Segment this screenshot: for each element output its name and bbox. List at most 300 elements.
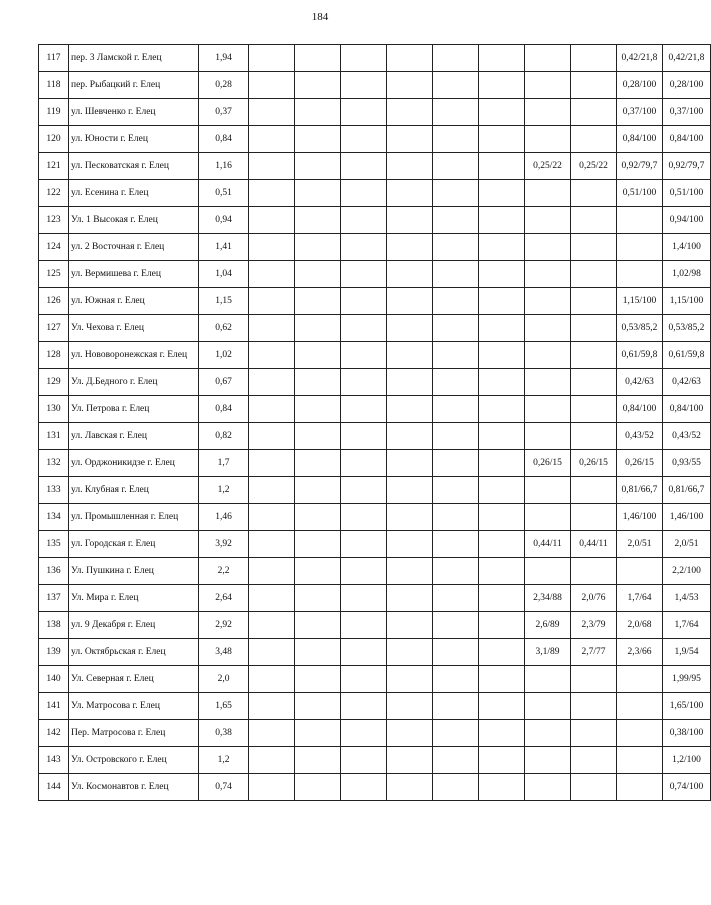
total-cell: 0,94/100 — [663, 207, 711, 234]
street-name: Ул. Пушкина г. Елец — [69, 558, 199, 585]
table-row — [39, 612, 711, 639]
value-cell: 2,3/66 — [617, 639, 663, 666]
street-name: Ул. Петрова г. Елец — [69, 396, 199, 423]
value-cell — [525, 423, 571, 450]
table-row — [39, 396, 711, 423]
value-cell — [387, 558, 433, 585]
value-cell — [433, 423, 479, 450]
road-length: 3,48 — [199, 639, 249, 666]
total-cell: 0,74/100 — [663, 774, 711, 801]
value-cell — [433, 612, 479, 639]
value-cell — [249, 342, 295, 369]
table-row — [39, 639, 711, 666]
total-cell: 2,2/100 — [663, 558, 711, 585]
value-cell — [387, 126, 433, 153]
value-cell — [341, 504, 387, 531]
value-cell — [341, 234, 387, 261]
value-cell — [479, 288, 525, 315]
value-cell: 0,92/79,7 — [617, 153, 663, 180]
value-cell: 0,42/21,8 — [617, 45, 663, 72]
value-cell — [433, 585, 479, 612]
value-cell — [387, 504, 433, 531]
value-cell — [433, 477, 479, 504]
value-cell — [295, 747, 341, 774]
total-cell: 0,53/85,2 — [663, 315, 711, 342]
street-name: Пер. Матросова г. Елец — [69, 720, 199, 747]
value-cell — [295, 288, 341, 315]
value-cell: 0,44/11 — [525, 531, 571, 558]
value-cell — [249, 369, 295, 396]
value-cell — [571, 261, 617, 288]
value-cell — [295, 261, 341, 288]
value-cell — [433, 315, 479, 342]
table-row — [39, 342, 711, 369]
value-cell — [249, 207, 295, 234]
value-cell — [387, 531, 433, 558]
street-name: ул. Промышленная г. Елец — [69, 504, 199, 531]
road-length: 2,92 — [199, 612, 249, 639]
table-row — [39, 288, 711, 315]
value-cell — [479, 612, 525, 639]
row-number: 141 — [39, 693, 69, 720]
value-cell — [617, 666, 663, 693]
value-cell — [387, 369, 433, 396]
value-cell — [479, 450, 525, 477]
street-name: Ул. Д.Бедного г. Елец — [69, 369, 199, 396]
value-cell — [525, 126, 571, 153]
road-length: 0,37 — [199, 99, 249, 126]
value-cell — [341, 477, 387, 504]
street-name: ул. Октябрьская г. Елец — [69, 639, 199, 666]
value-cell — [571, 342, 617, 369]
value-cell — [387, 747, 433, 774]
road-length: 2,64 — [199, 585, 249, 612]
value-cell — [433, 126, 479, 153]
street-name: Ул. Матросова г. Елец — [69, 693, 199, 720]
value-cell — [479, 45, 525, 72]
value-cell — [387, 99, 433, 126]
value-cell — [341, 315, 387, 342]
value-cell — [571, 207, 617, 234]
value-cell: 2,34/88 — [525, 585, 571, 612]
value-cell: 0,43/52 — [617, 423, 663, 450]
value-cell: 0,26/15 — [571, 450, 617, 477]
row-number: 137 — [39, 585, 69, 612]
value-cell — [433, 45, 479, 72]
road-length: 0,74 — [199, 774, 249, 801]
value-cell — [295, 693, 341, 720]
road-length: 1,46 — [199, 504, 249, 531]
value-cell — [617, 747, 663, 774]
street-name: Ул. Мира г. Елец — [69, 585, 199, 612]
table-row — [39, 666, 711, 693]
total-cell: 0,84/100 — [663, 126, 711, 153]
total-cell: 0,93/55 — [663, 450, 711, 477]
street-name: Ул. 1 Высокая г. Елец — [69, 207, 199, 234]
value-cell — [479, 531, 525, 558]
street-name: Ул. Космонавтов г. Елец — [69, 774, 199, 801]
street-name: ул. Клубная г. Елец — [69, 477, 199, 504]
road-length: 1,65 — [199, 693, 249, 720]
value-cell: 0,51/100 — [617, 180, 663, 207]
value-cell — [295, 153, 341, 180]
value-cell — [571, 72, 617, 99]
value-cell — [249, 234, 295, 261]
value-cell — [479, 126, 525, 153]
value-cell — [433, 720, 479, 747]
row-number: 142 — [39, 720, 69, 747]
value-cell — [617, 261, 663, 288]
value-cell: 2,0/68 — [617, 612, 663, 639]
value-cell — [295, 639, 341, 666]
value-cell — [525, 315, 571, 342]
value-cell: 0,61/59,8 — [617, 342, 663, 369]
value-cell — [571, 423, 617, 450]
value-cell — [571, 396, 617, 423]
street-name: Ул. Северная г. Елец — [69, 666, 199, 693]
value-cell — [525, 774, 571, 801]
value-cell — [295, 315, 341, 342]
row-number: 127 — [39, 315, 69, 342]
value-cell: 1,46/100 — [617, 504, 663, 531]
value-cell — [479, 99, 525, 126]
row-number: 138 — [39, 612, 69, 639]
street-name: ул. 2 Восточная г. Елец — [69, 234, 199, 261]
value-cell — [525, 693, 571, 720]
table-row — [39, 720, 711, 747]
table-row — [39, 126, 711, 153]
value-cell — [571, 99, 617, 126]
page-number: 184 — [311, 11, 329, 23]
row-number: 143 — [39, 747, 69, 774]
value-cell — [341, 72, 387, 99]
total-cell: 1,9/54 — [663, 639, 711, 666]
value-cell — [295, 585, 341, 612]
value-cell — [295, 207, 341, 234]
total-cell: 2,0/51 — [663, 531, 711, 558]
value-cell — [525, 558, 571, 585]
value-cell — [295, 720, 341, 747]
total-cell: 0,42/21,8 — [663, 45, 711, 72]
value-cell — [525, 288, 571, 315]
total-cell: 1,02/98 — [663, 261, 711, 288]
value-cell — [433, 153, 479, 180]
row-number: 129 — [39, 369, 69, 396]
value-cell — [249, 720, 295, 747]
value-cell: 0,37/100 — [617, 99, 663, 126]
table-row — [39, 423, 711, 450]
value-cell — [387, 153, 433, 180]
value-cell — [433, 639, 479, 666]
value-cell — [479, 693, 525, 720]
value-cell — [479, 666, 525, 693]
road-length: 1,2 — [199, 747, 249, 774]
value-cell — [479, 477, 525, 504]
value-cell — [341, 531, 387, 558]
value-cell — [525, 180, 571, 207]
value-cell — [249, 585, 295, 612]
row-number: 130 — [39, 396, 69, 423]
table-row — [39, 207, 711, 234]
road-length: 0,84 — [199, 126, 249, 153]
row-number: 117 — [39, 45, 69, 72]
table-row — [39, 558, 711, 585]
value-cell — [341, 396, 387, 423]
value-cell — [479, 342, 525, 369]
value-cell — [433, 234, 479, 261]
road-length: 1,41 — [199, 234, 249, 261]
total-cell: 0,42/63 — [663, 369, 711, 396]
row-number: 119 — [39, 99, 69, 126]
value-cell: 0,25/22 — [571, 153, 617, 180]
value-cell — [387, 720, 433, 747]
road-length: 0,67 — [199, 369, 249, 396]
value-cell: 0,84/100 — [617, 396, 663, 423]
value-cell — [249, 180, 295, 207]
value-cell — [387, 234, 433, 261]
value-cell — [571, 747, 617, 774]
street-name: ул. 9 Декабря г. Елец — [69, 612, 199, 639]
value-cell — [295, 774, 341, 801]
street-name: ул. Нововоронежская г. Елец — [69, 342, 199, 369]
value-cell — [433, 180, 479, 207]
value-cell — [387, 585, 433, 612]
value-cell — [341, 774, 387, 801]
value-cell — [387, 45, 433, 72]
value-cell — [387, 612, 433, 639]
value-cell — [249, 45, 295, 72]
value-cell — [617, 693, 663, 720]
value-cell — [571, 774, 617, 801]
total-cell: 1,46/100 — [663, 504, 711, 531]
value-cell — [249, 558, 295, 585]
value-cell — [479, 234, 525, 261]
table-row — [39, 234, 711, 261]
road-length: 0,62 — [199, 315, 249, 342]
value-cell — [479, 153, 525, 180]
value-cell: 3,1/89 — [525, 639, 571, 666]
value-cell: 2,6/89 — [525, 612, 571, 639]
table-row — [39, 315, 711, 342]
value-cell — [479, 72, 525, 99]
value-cell — [525, 369, 571, 396]
value-cell: 1,15/100 — [617, 288, 663, 315]
road-length: 0,84 — [199, 396, 249, 423]
total-cell: 0,28/100 — [663, 72, 711, 99]
total-cell: 1,65/100 — [663, 693, 711, 720]
value-cell — [479, 369, 525, 396]
value-cell — [295, 450, 341, 477]
table-row — [39, 45, 711, 72]
table-row — [39, 747, 711, 774]
road-length: 2,2 — [199, 558, 249, 585]
value-cell — [387, 180, 433, 207]
value-cell: 2,0/51 — [617, 531, 663, 558]
value-cell — [571, 720, 617, 747]
value-cell — [341, 585, 387, 612]
value-cell — [571, 315, 617, 342]
value-cell — [295, 45, 341, 72]
row-number: 140 — [39, 666, 69, 693]
value-cell — [571, 126, 617, 153]
value-cell — [295, 234, 341, 261]
value-cell — [249, 396, 295, 423]
value-cell — [479, 504, 525, 531]
value-cell — [571, 369, 617, 396]
street-name: Ул. Островского г. Елец — [69, 747, 199, 774]
road-length: 1,16 — [199, 153, 249, 180]
row-number: 139 — [39, 639, 69, 666]
total-cell: 0,38/100 — [663, 720, 711, 747]
value-cell — [525, 261, 571, 288]
street-name: ул. Городская г. Елец — [69, 531, 199, 558]
value-cell — [387, 639, 433, 666]
street-name: ул. Юности г. Елец — [69, 126, 199, 153]
value-cell — [433, 504, 479, 531]
value-cell — [571, 666, 617, 693]
value-cell — [341, 450, 387, 477]
value-cell — [433, 396, 479, 423]
total-cell: 1,4/53 — [663, 585, 711, 612]
row-number: 131 — [39, 423, 69, 450]
value-cell — [479, 261, 525, 288]
value-cell — [295, 558, 341, 585]
row-number: 136 — [39, 558, 69, 585]
row-number: 121 — [39, 153, 69, 180]
value-cell — [295, 99, 341, 126]
road-length: 1,2 — [199, 477, 249, 504]
value-cell — [249, 315, 295, 342]
value-cell — [479, 585, 525, 612]
value-cell — [249, 693, 295, 720]
road-length: 1,04 — [199, 261, 249, 288]
row-number: 144 — [39, 774, 69, 801]
value-cell — [295, 126, 341, 153]
value-cell — [295, 477, 341, 504]
value-cell — [387, 261, 433, 288]
value-cell — [295, 396, 341, 423]
value-cell — [341, 747, 387, 774]
value-cell — [479, 747, 525, 774]
value-cell — [387, 477, 433, 504]
road-length: 1,02 — [199, 342, 249, 369]
value-cell — [341, 261, 387, 288]
value-cell — [341, 180, 387, 207]
road-length: 1,15 — [199, 288, 249, 315]
street-name: ул. Вермишева г. Елец — [69, 261, 199, 288]
value-cell — [525, 504, 571, 531]
street-name: ул. Лавская г. Елец — [69, 423, 199, 450]
value-cell — [479, 720, 525, 747]
value-cell — [479, 639, 525, 666]
value-cell — [295, 666, 341, 693]
value-cell — [525, 720, 571, 747]
value-cell — [479, 180, 525, 207]
row-number: 125 — [39, 261, 69, 288]
value-cell — [433, 450, 479, 477]
row-number: 118 — [39, 72, 69, 99]
road-length: 0,94 — [199, 207, 249, 234]
table-row — [39, 261, 711, 288]
value-cell — [433, 693, 479, 720]
value-cell: 0,25/22 — [525, 153, 571, 180]
value-cell — [479, 396, 525, 423]
value-cell — [295, 612, 341, 639]
table-row — [39, 774, 711, 801]
table-row — [39, 693, 711, 720]
value-cell — [249, 747, 295, 774]
total-cell: 1,15/100 — [663, 288, 711, 315]
value-cell — [387, 396, 433, 423]
total-cell: 1,4/100 — [663, 234, 711, 261]
value-cell — [341, 558, 387, 585]
value-cell — [249, 504, 295, 531]
value-cell: 0,26/15 — [617, 450, 663, 477]
value-cell — [571, 180, 617, 207]
value-cell — [387, 342, 433, 369]
value-cell — [571, 45, 617, 72]
table-row — [39, 99, 711, 126]
total-cell: 1,99/95 — [663, 666, 711, 693]
value-cell — [571, 693, 617, 720]
value-cell — [387, 666, 433, 693]
value-cell — [341, 693, 387, 720]
row-number: 120 — [39, 126, 69, 153]
value-cell — [525, 342, 571, 369]
value-cell — [617, 720, 663, 747]
row-number: 126 — [39, 288, 69, 315]
value-cell — [525, 207, 571, 234]
value-cell — [295, 72, 341, 99]
value-cell — [341, 99, 387, 126]
value-cell: 2,7/77 — [571, 639, 617, 666]
value-cell — [571, 504, 617, 531]
value-cell — [341, 369, 387, 396]
value-cell — [525, 477, 571, 504]
value-cell — [295, 180, 341, 207]
value-cell — [617, 234, 663, 261]
value-cell — [341, 153, 387, 180]
value-cell — [249, 423, 295, 450]
value-cell: 0,84/100 — [617, 126, 663, 153]
value-cell — [479, 774, 525, 801]
value-cell — [571, 288, 617, 315]
value-cell — [387, 450, 433, 477]
total-cell: 0,61/59,8 — [663, 342, 711, 369]
value-cell — [249, 126, 295, 153]
value-cell — [249, 774, 295, 801]
value-cell: 0,44/11 — [571, 531, 617, 558]
road-length: 2,0 — [199, 666, 249, 693]
value-cell — [525, 234, 571, 261]
value-cell — [387, 315, 433, 342]
table-row — [39, 477, 711, 504]
value-cell — [571, 558, 617, 585]
value-cell — [617, 558, 663, 585]
value-cell — [387, 693, 433, 720]
street-name: пер. 3 Ламской г. Елец — [69, 45, 199, 72]
value-cell — [479, 207, 525, 234]
total-cell: 0,37/100 — [663, 99, 711, 126]
value-cell — [433, 99, 479, 126]
value-cell — [249, 612, 295, 639]
value-cell — [525, 396, 571, 423]
value-cell — [249, 639, 295, 666]
road-length: 0,82 — [199, 423, 249, 450]
value-cell — [433, 207, 479, 234]
value-cell — [433, 261, 479, 288]
value-cell — [525, 99, 571, 126]
